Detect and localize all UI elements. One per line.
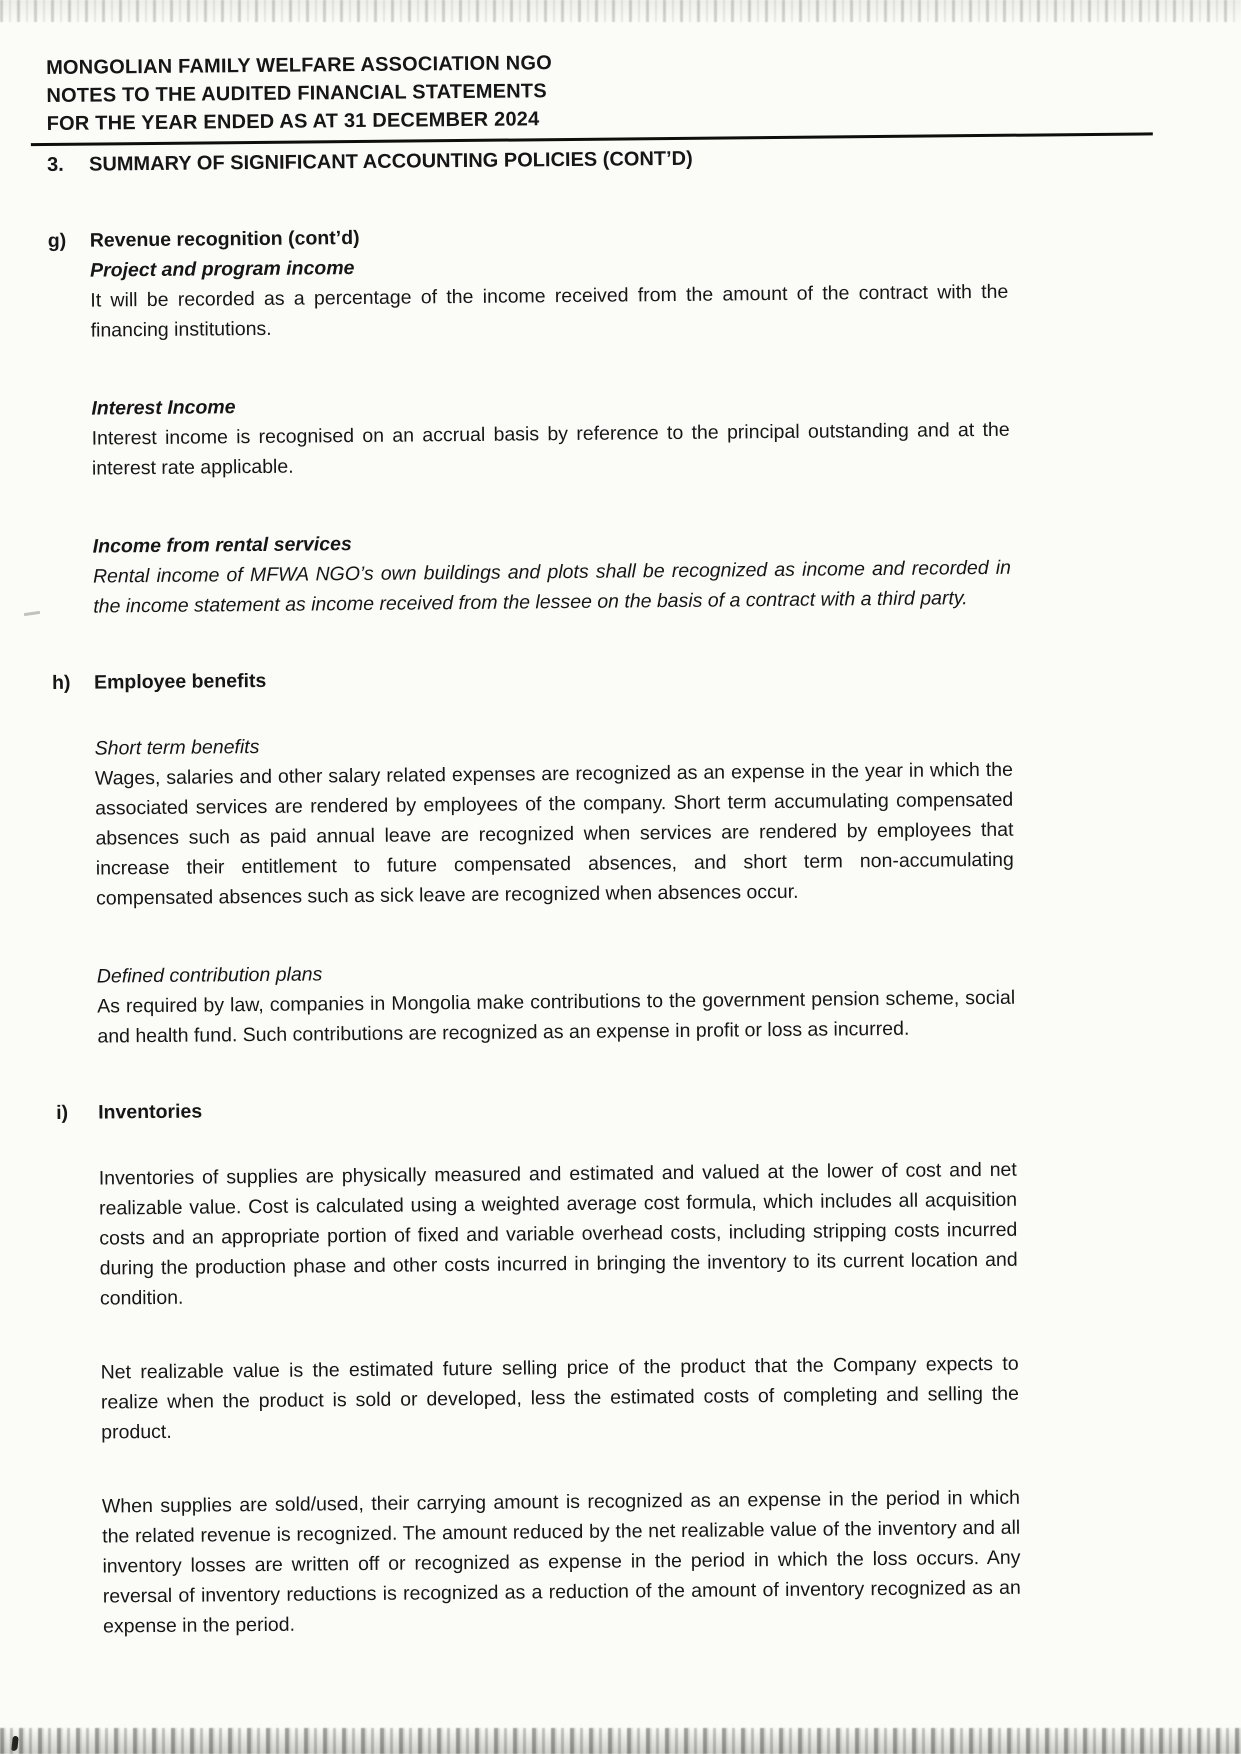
section-i-body (98, 1089, 1021, 1642)
section-g-heading: Revenue recognition (cont’d) (89, 226, 360, 252)
scan-noise-top (0, 0, 1241, 22)
subsection-short-term-benefits (95, 725, 1015, 914)
paragraph: It will be recorded as a percentage of the income received from the amount of the contract with the financing institutions. (90, 280, 1009, 342)
section-i-inventories (56, 1087, 1187, 1642)
section-3-title (47, 139, 1173, 180)
header-period: FOR THE YEAR ENDED AS AT 31 DECEMBER 2024 (46, 108, 540, 135)
subsection-heading: Interest Income (91, 396, 236, 420)
section-g-label: g) (47, 229, 67, 252)
section-g-revenue-recognition (48, 215, 1178, 622)
section-h-heading: Employee benefits (93, 669, 267, 694)
header-doc-title: NOTES TO THE AUDITED FINANCIAL STATEMENTS (46, 80, 547, 107)
scan-noise-bottom (0, 1728, 1241, 1754)
paragraph: Wages, salaries and other salary related expenses are recognized as an expense in the year in which the associated services are rendered by employees of the company. Short term accumulating compensated absences such as paid annual leave are recognized when services are rendered by employees that increase their entitlement to future compensated absences, and short term non-accumulating compensated absences such as sick leave are recognized when absences occur. (94, 758, 1014, 910)
paragraph: Interest income is recognised on an accrual basis by reference to the principal outstanding and at the interest rate applicable. (91, 418, 1010, 480)
subsection-heading: Project and program income (89, 257, 355, 282)
section-h-body (94, 659, 1016, 1052)
header-org-name: MONGOLIAN FAMILY WELFARE ASSOCIATION NGO (46, 52, 553, 79)
subsection-project-program-income (90, 247, 1009, 346)
subsection-defined-contribution-plans (97, 953, 1016, 1052)
section-h-label: h) (51, 671, 71, 694)
section-i-label: i) (56, 1101, 69, 1124)
section-h-employee-benefits (52, 657, 1182, 1052)
section-g-body (90, 217, 1012, 622)
scan-stray-mark (24, 611, 40, 616)
paragraph: Rental income of MFWA NGO’s own buildings and plots shall be recognized as income and recorded in the income statement as income received from the lessee on the basis of a contract with a third party. (92, 556, 1012, 618)
paragraph: As required by law, companies in Mongolia make contributions to the government pension scheme, social and health fund. Such contributions are recognized as an expense in profit or loss as incurred. (97, 986, 1016, 1048)
paragraph: When supplies are sold/used, their carrying amount is recognized as an expense in the period in which the related revenue is recognized. The amount reduced by the net realizable value of the inventory and all inventory losses are written off or recognized as expense in the period in which the loss occurs. Any reversal of inventory reductions is recognized as a reduction of the amount of inventory recognized as an expense in the period. (101, 1486, 1021, 1638)
document-header (46, 43, 1173, 138)
paragraph: Inventories of supplies are physically measured and estimated and valued at the lower of cost and net realizable value. Cost is calculated using a weighted average cost formula, which includes all acquisition costs and an appropriate portion of fixed and variable overhead costs, including stripping costs incurred during the production phase and other costs incurred in bringing the inventory to its current location and condition. (98, 1158, 1018, 1310)
section-3-text: SUMMARY OF SIGNIFICANT ACCOUNTING POLICIES (CONT’D) (88, 147, 693, 176)
paragraph: Net realizable value is the estimated future selling price of the product that the Company expects to realize when the product is sold or developed, less the estimated costs of completing and selling the product. (100, 1352, 1020, 1444)
subsection-heading: Income from rental services (92, 533, 352, 558)
section-i-heading: Inventories (98, 1100, 203, 1124)
subsection-heading: Short term benefits (94, 735, 260, 760)
section-3-number: 3. (46, 153, 64, 176)
subsection-interest-income (91, 385, 1010, 484)
subsection-heading: Defined contribution plans (96, 963, 323, 988)
page-content (46, 43, 1187, 1642)
subsection-rental-income (93, 523, 1012, 622)
